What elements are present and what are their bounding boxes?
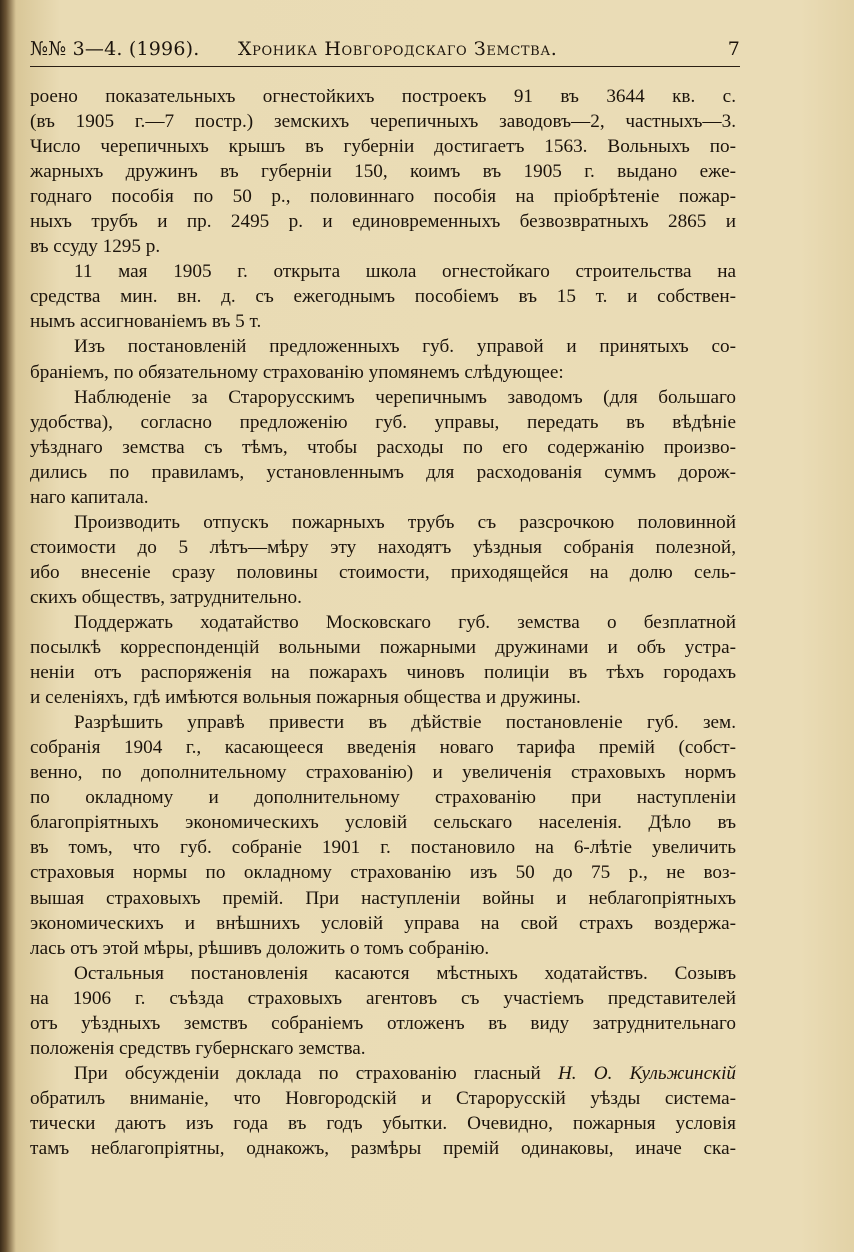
text-line: Остальныя постановленія касаются мѣстныхъ ходатайствъ. Созывъ	[74, 962, 736, 984]
text-line: экономическихъ и внѣшнихъ условій управа на свой страхъ воздержа-	[30, 912, 736, 934]
text-line: Разрѣшить управѣ привести въ дѣйствіе постановленіе губ. зем.	[74, 712, 736, 734]
text-line: неніи отъ распоряженія на пожарахъ чиновъ полиціи въ тѣхъ городахъ	[30, 662, 736, 684]
text-line: Производить отпускъ пожарныхъ трубъ съ разсрочкою половинной	[74, 511, 736, 533]
text-line: положенія средствъ губернскаго земства.	[30, 1037, 366, 1059]
text-line: въ ссуду 1295 р.	[30, 236, 161, 258]
text-line: Поддержать ходатайство Московскаго губ. земства о безплатной	[74, 611, 736, 633]
text-line: собранія 1904 г., касающееся введенія новаго тарифа премій (собст-	[30, 737, 736, 759]
text-line: уѣзднаго земства съ тѣмъ, чтобы расходы по его содержанію произво-	[30, 436, 736, 458]
text-line: по окладному и дополнительному страхованію при наступленіи	[30, 787, 736, 809]
text-line: Наблюденіе за Старорусскимъ черепичнымъ заводомъ (для большаго	[74, 386, 736, 408]
text-line: вышая страховыхъ премій. При наступленіи войны и неблагопріятныхъ	[30, 887, 736, 909]
text-line: роено показательныхъ огнестойкихъ построекъ 91 въ 3644 кв. с.	[30, 86, 736, 107]
running-header	[30, 38, 740, 68]
text-line: ныхъ трубъ и пр. 2495 р. и единовременныхъ безвозвратныхъ 2865 и	[30, 211, 736, 233]
text-line: дились по правиламъ, установленнымъ для расходованія суммъ дорож-	[30, 461, 736, 483]
issue-number: №№ 3—4. (1996).	[30, 38, 200, 60]
person-name: Н. О. Кульжинскій	[557, 1062, 736, 1084]
text-line: лась отъ этой мѣры, рѣшивъ доложить о томъ собранію.	[30, 937, 490, 959]
text-line: стоимости до 5 лѣтъ—мѣру эту находятъ уѣздныя собранія полезной,	[30, 536, 736, 558]
text-line: обратилъ вниманіе, что Новгородскій и Старорусскій уѣзды система-	[30, 1087, 736, 1109]
text-line: наго капитала.	[30, 486, 149, 508]
text-line: страховыя нормы по окладному страхованію изъ 50 до 75 р., не воз-	[30, 862, 736, 884]
text-line: тамъ неблагопріятны, однакожъ, размѣры премій одинаковы, иначе ска-	[30, 1137, 736, 1159]
text-line: браніемъ, по обязательному страхованію упомянемъ слѣдующее:	[30, 361, 564, 383]
journal-title: Хроника Новгородскаго Земства.	[238, 38, 558, 60]
text-line: скихъ обществъ, затруднительно.	[30, 586, 302, 608]
text-line: тически даютъ изъ года въ годъ убытки. Очевидно, пожарныя условія	[30, 1112, 736, 1134]
text-line: Число черепичныхъ крышъ въ губерніи достигаетъ 1563. Вольныхъ по-	[30, 136, 736, 158]
text-line: годнаго пособія по 50 р., половиннаго пособія на пріобрѣтеніе пожар-	[30, 186, 736, 208]
text-line: (въ 1905 г.—7 постр.) земскихъ черепичныхъ заводовъ—2, частныхъ—3.	[30, 111, 736, 133]
text-line: ибо внесеніе сразу половины стоимости, приходящейся на долю сель-	[30, 561, 736, 583]
text-line: на 1906 г. съѣзда страховыхъ агентовъ съ участіемъ представителей	[30, 987, 736, 1009]
text-line: удобства), согласно предложенію губ. управы, передать въ вѣдѣніе	[30, 411, 736, 433]
text-line: нымъ ассигнованіемъ въ 5 т.	[30, 311, 262, 333]
article-body	[30, 84, 736, 1161]
text-line: жарныхъ дружинъ въ губерніи 150, коимъ въ 1905 г. выдано еже-	[30, 161, 736, 183]
text-line: въ томъ, что губ. собраніе 1901 г. постановило на 6-лѣтіе увеличить	[30, 837, 736, 859]
text-line: венно, по дополнительному страхованію) и увеличенія страховыхъ нормъ	[30, 762, 736, 784]
text-line: средства мин. вн. д. съ ежегоднымъ пособіемъ въ 15 т. и собствен-	[30, 286, 736, 308]
text-line: При обсужденіи доклада по страхованію гласный Н. О. Кульжинскій	[74, 1062, 736, 1084]
header-rule	[30, 66, 740, 67]
text-line: благопріятныхъ экономическихъ условій сельскаго населенія. Дѣло въ	[30, 812, 736, 834]
text-line: посылкѣ корреспонденцій вольными пожарными дружинами и объ устра-	[30, 637, 736, 659]
text-line: и селеніяхъ, гдѣ имѣются вольныя пожарныя общества и дружины.	[30, 687, 581, 709]
text-line: отъ уѣздныхъ земствъ собраніемъ отложенъ въ виду затруднительнаго	[30, 1012, 736, 1034]
text-line: 11 мая 1905 г. открыта школа огнестойкаго строительства на	[74, 261, 736, 283]
text-line: Изъ постановленій предложенныхъ губ. управой и принятыхъ со-	[74, 336, 736, 358]
page-number: 7	[727, 38, 740, 60]
